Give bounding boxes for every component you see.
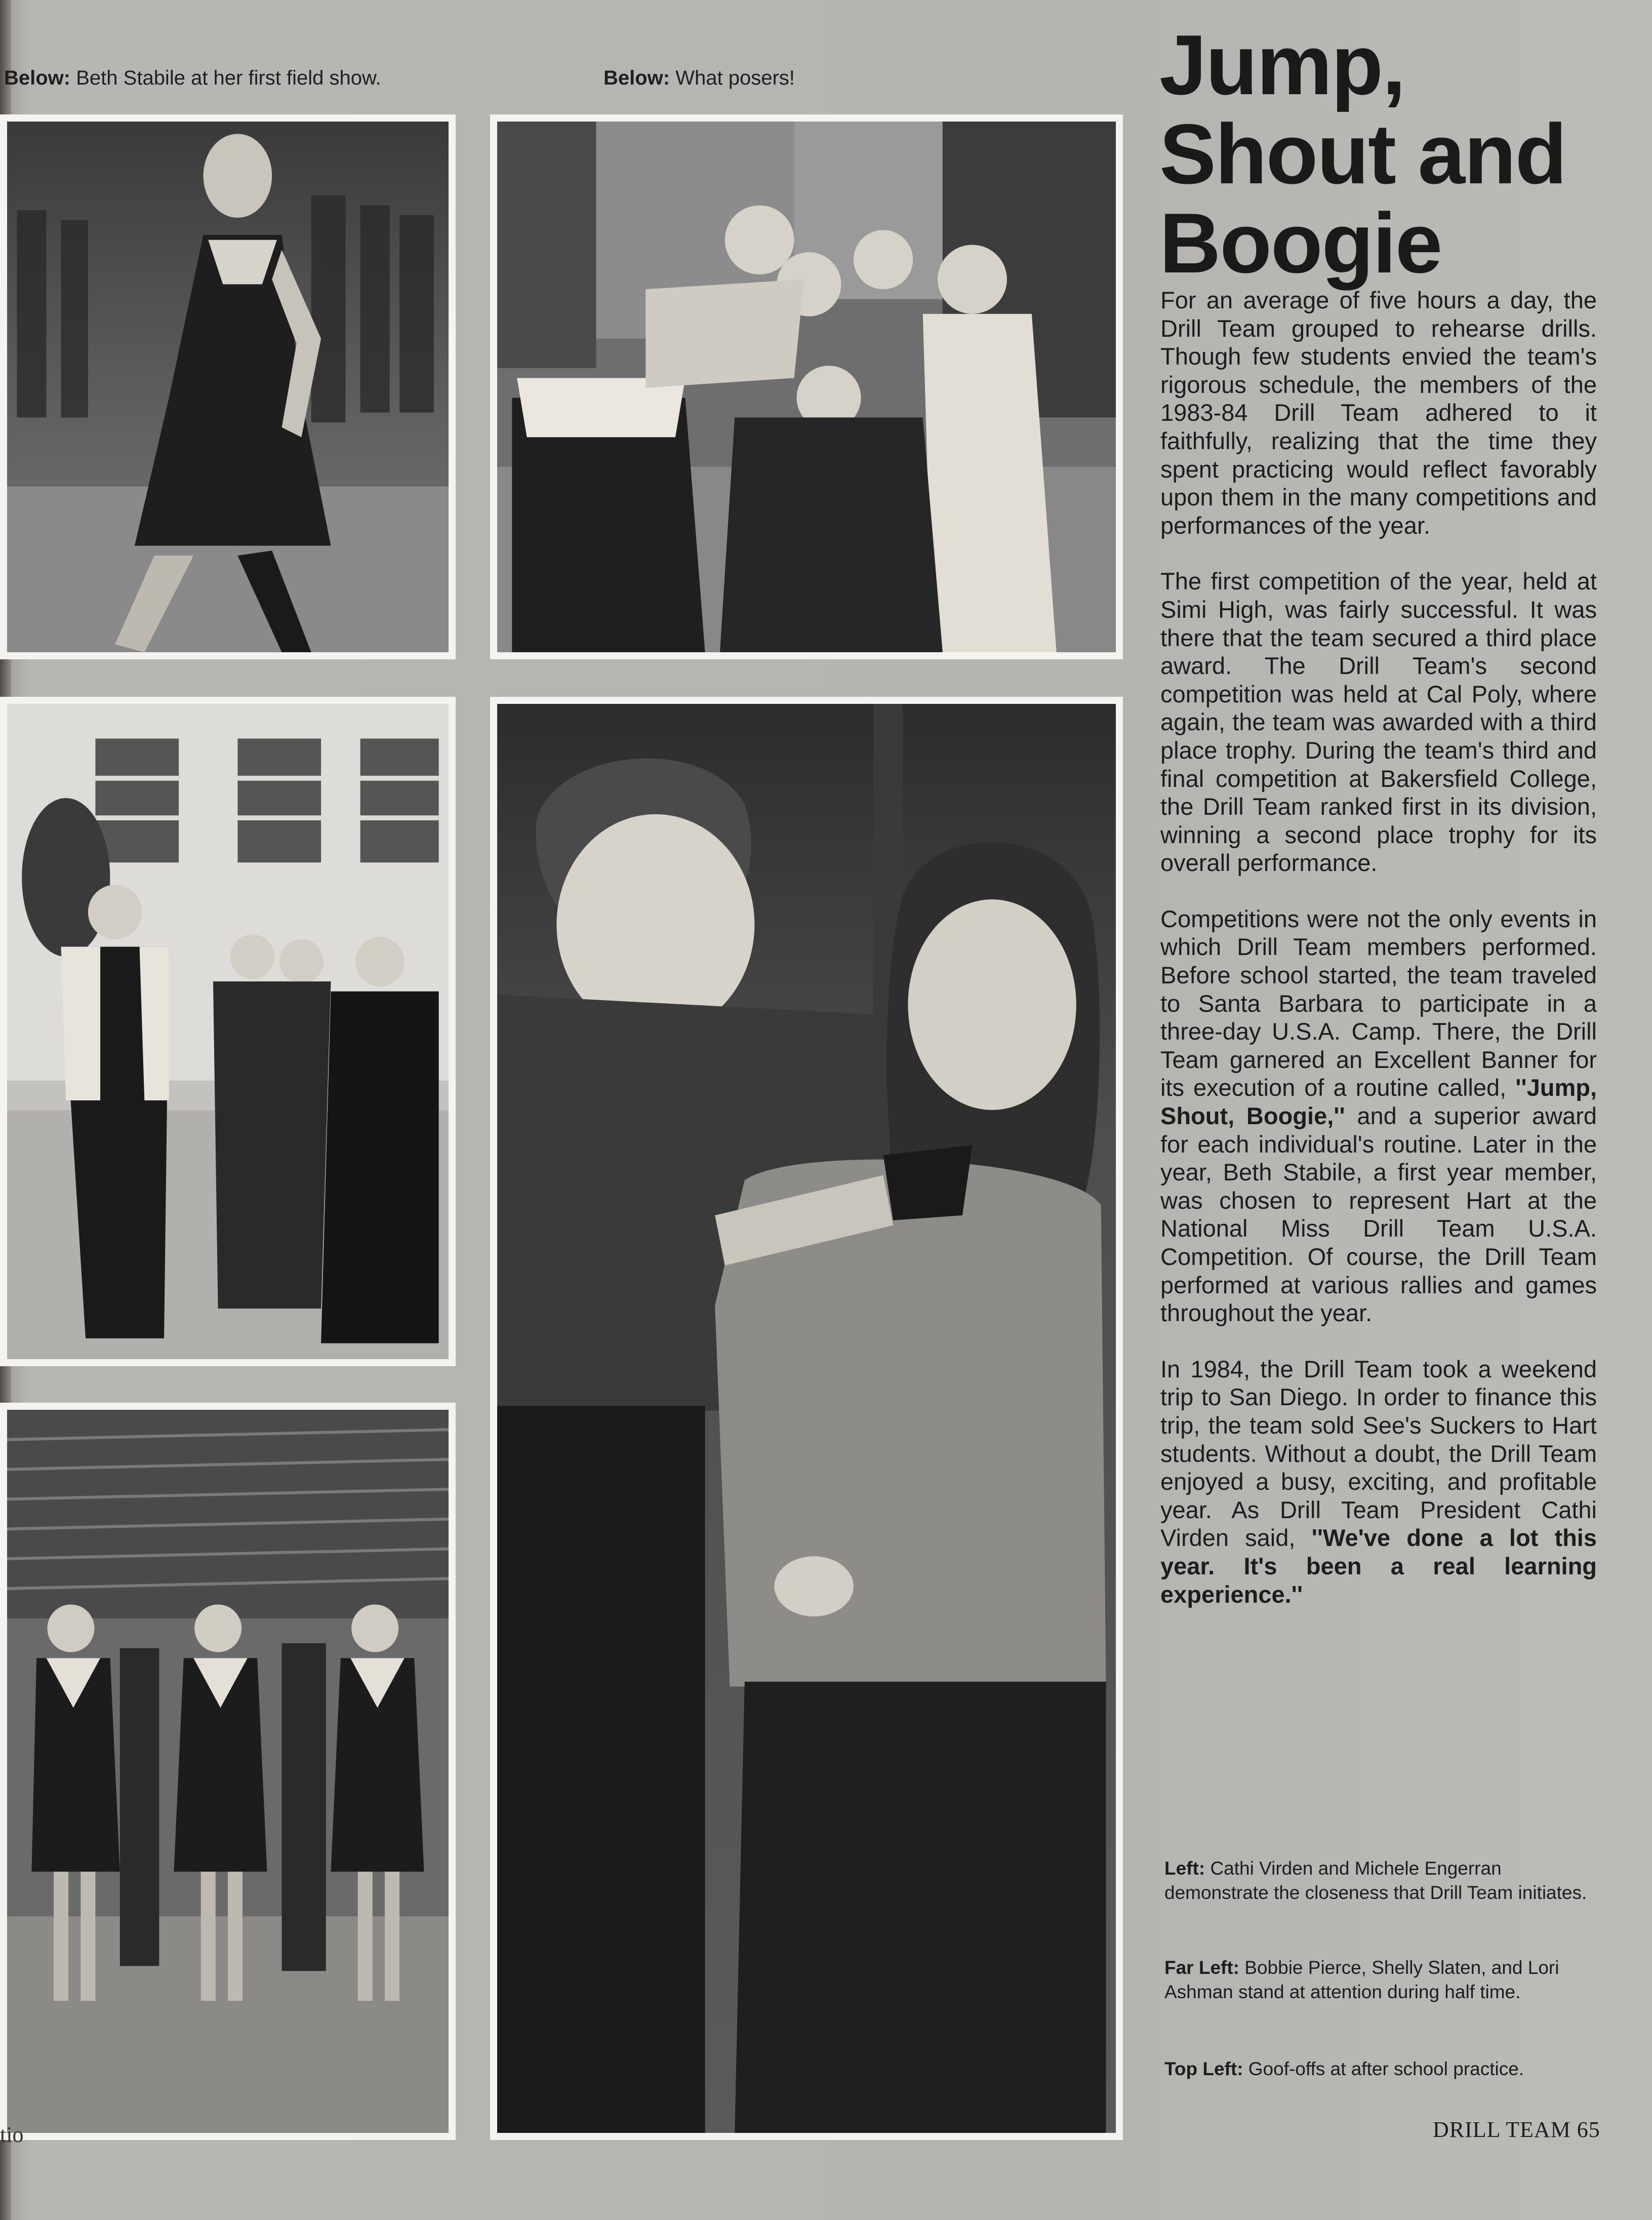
caption-text: What posers!	[675, 67, 795, 89]
paragraph-text: In 1984, the Drill Team took a weekend trip to San Diego. In order to finance this trip, the team sold See's Suckers to Hart students. Without a doubt, the Drill Team enjoyed a busy, exciting, and profitable year. As Drill Team President Cathi Virden said,	[1160, 1355, 1597, 1552]
caption-text: Beth Stabile at her first field show.	[76, 67, 381, 89]
caption-label: Top Left:	[1164, 2058, 1243, 2079]
president-quote: ''We've done a lot this year. It's been a real learning experience.''	[1160, 1524, 1597, 1608]
caption-label: Below:	[603, 67, 670, 89]
caption-label: Far Left:	[1164, 1957, 1239, 1978]
photo-beth-stabile-field-show	[0, 114, 456, 659]
routine-name-quote: ''Jump, Shout, Boogie,''	[1160, 1074, 1597, 1130]
article-paragraph-3	[1160, 905, 1597, 1327]
article-headline	[1159, 17, 1615, 291]
article-paragraph-1: For an average of five hours a day, the Drill Team grouped to rehearse drills. Though few students envied the team's rigorous schedule, the members of the 1983-84 Drill Team adhered to it faithfully, realizing that the time they spent practicing would reflect favorably upon them in the many competitions and performances of the year.	[1160, 287, 1597, 539]
photo-goof-offs-practice	[0, 697, 456, 1366]
caption-text: Bobbie Pierce, Shelly Slaten, and Lori Ashman stand at attention during half time.	[1164, 1957, 1559, 2002]
page-folio: DRILL TEAM 65	[1433, 2117, 1600, 2142]
caption-far-left	[1164, 1956, 1600, 2004]
facing-page-fragment: tio	[0, 2122, 24, 2147]
caption-top-left	[1164, 2057, 1600, 2081]
caption-beth-stabile	[4, 67, 381, 90]
paragraph-text: and a superior award for each individual's routine. Later in the year, Beth Stabile, a first year member, was chosen to represent Hart at the National Miss Drill Team U.S.A. Competition. Of course, the Drill Team performed at various rallies and games throughout the year.	[1160, 1102, 1597, 1327]
caption-text: Cathi Virden and Michele Engerran demonstrate the closeness that Drill Team initiates.	[1164, 1858, 1587, 1903]
photo-image	[7, 704, 449, 1359]
article-paragraph-4	[1160, 1355, 1597, 1608]
photo-attention-half-time	[0, 1403, 456, 2140]
photo-image	[7, 122, 449, 652]
photo-what-posers-group	[490, 114, 1123, 659]
article-body	[1160, 286, 1597, 1636]
headline-line-2: Shout and	[1159, 106, 1566, 202]
headline-line-3: Boogie	[1159, 195, 1442, 291]
caption-left	[1164, 1856, 1600, 1905]
photo-image	[497, 122, 1116, 652]
article-paragraph-2: The first competition of the year, held at Simi High, was fairly successful. It was there that the team secured a third place award. The Drill Team's second competition was held at Cal Poly, where again, the team was awarded with a third place trophy. During the team's third and final competition at Bakersfield College, the Drill Team ranked first in its division, winning a second place trophy for its overall performance.	[1160, 568, 1597, 877]
caption-label: Below:	[4, 67, 71, 89]
photo-image	[497, 704, 1116, 2133]
caption-text: Goof-offs at after school practice.	[1248, 2058, 1524, 2079]
caption-label: Left:	[1164, 1858, 1205, 1879]
headline-line-1: Jump,	[1159, 17, 1405, 112]
photo-image	[7, 1410, 449, 2133]
photo-virden-engerran	[490, 697, 1123, 2140]
caption-what-posers	[603, 67, 795, 90]
paragraph-text: Competitions were not the only events in which Drill Team members performed. Before school started, the team traveled to Santa Barbara to participate in a three-day U.S.A. Camp. There, the Drill Team garnered an Excellent Banner for its execution of a routine called,	[1160, 905, 1597, 1101]
